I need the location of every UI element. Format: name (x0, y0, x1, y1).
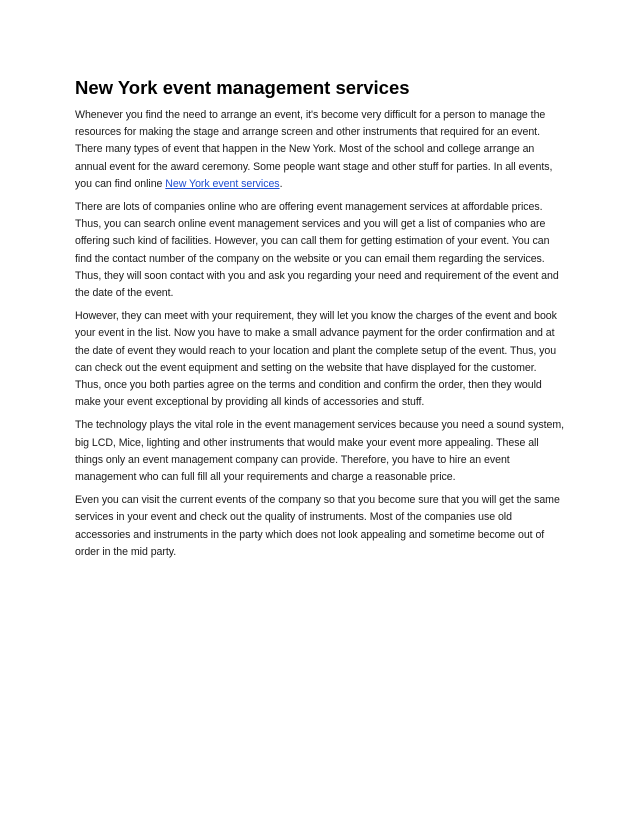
paragraph-technology: The technology plays the vital role in the event management services because you need a sound system, big LCD, Mice, lighting and other instruments that would make your event more appealing. These all things only an event management company can provide. Therefore, you have to hire an event management who can full fill all your requirements and charge a reasonable price. (75, 419, 565, 484)
paragraph-companies-online: There are lots of companies online who are offering event management services at affordable prices. Thus, you can search online event management services and you will get a list of companies who are offering such kind of facilities. However, you can call them for getting estimation of your event. You can find the contact number of the company on the website or you can email them regarding the services. Thus, they will soon contact with you and ask you regarding your need and requirement of the event and the date of the event. (75, 201, 559, 300)
paragraph-intro (75, 107, 565, 193)
paragraph-intro-text: Whenever you find the need to arrange an event, it's become very difficult for a person to manage the resources for making the stage and arrange screen and other instruments that required for an event. There many types of event that happen in the New York. Most of the school and college arrange an annual event for the award ceremony. Some people want stage and other stuff for parties. In all events, you can find online (75, 109, 553, 190)
document-title: New York event management services (75, 77, 410, 98)
new-york-event-services-link[interactable]: New York event services (165, 177, 280, 190)
paragraph-current-events: Even you can visit the current events of the company so that you become sure that you will get the same services in your event and check out the quality of instruments. Most of the companies use old accessories and instruments in the party which does not look appealing and sometime become out of order in the mid party. (75, 494, 560, 558)
paragraph-booking: However, they can meet with your requirement, they will let you know the charges of the event and book your event in the list. Now you have to make a small advance payment for the order confirmation and at the date of event they would reach to your location and plant the complete setup of the event. Thus, you can check out the event equipment and setting on the website that have displayed for the customer. Thus, once you both parties agree on the terms and condition and confirm the order, then they would make your event exceptional by providing all kinds of accessories and stuff. (75, 310, 557, 409)
paragraph-intro-end: . (279, 177, 283, 190)
document-page (75, 76, 565, 567)
